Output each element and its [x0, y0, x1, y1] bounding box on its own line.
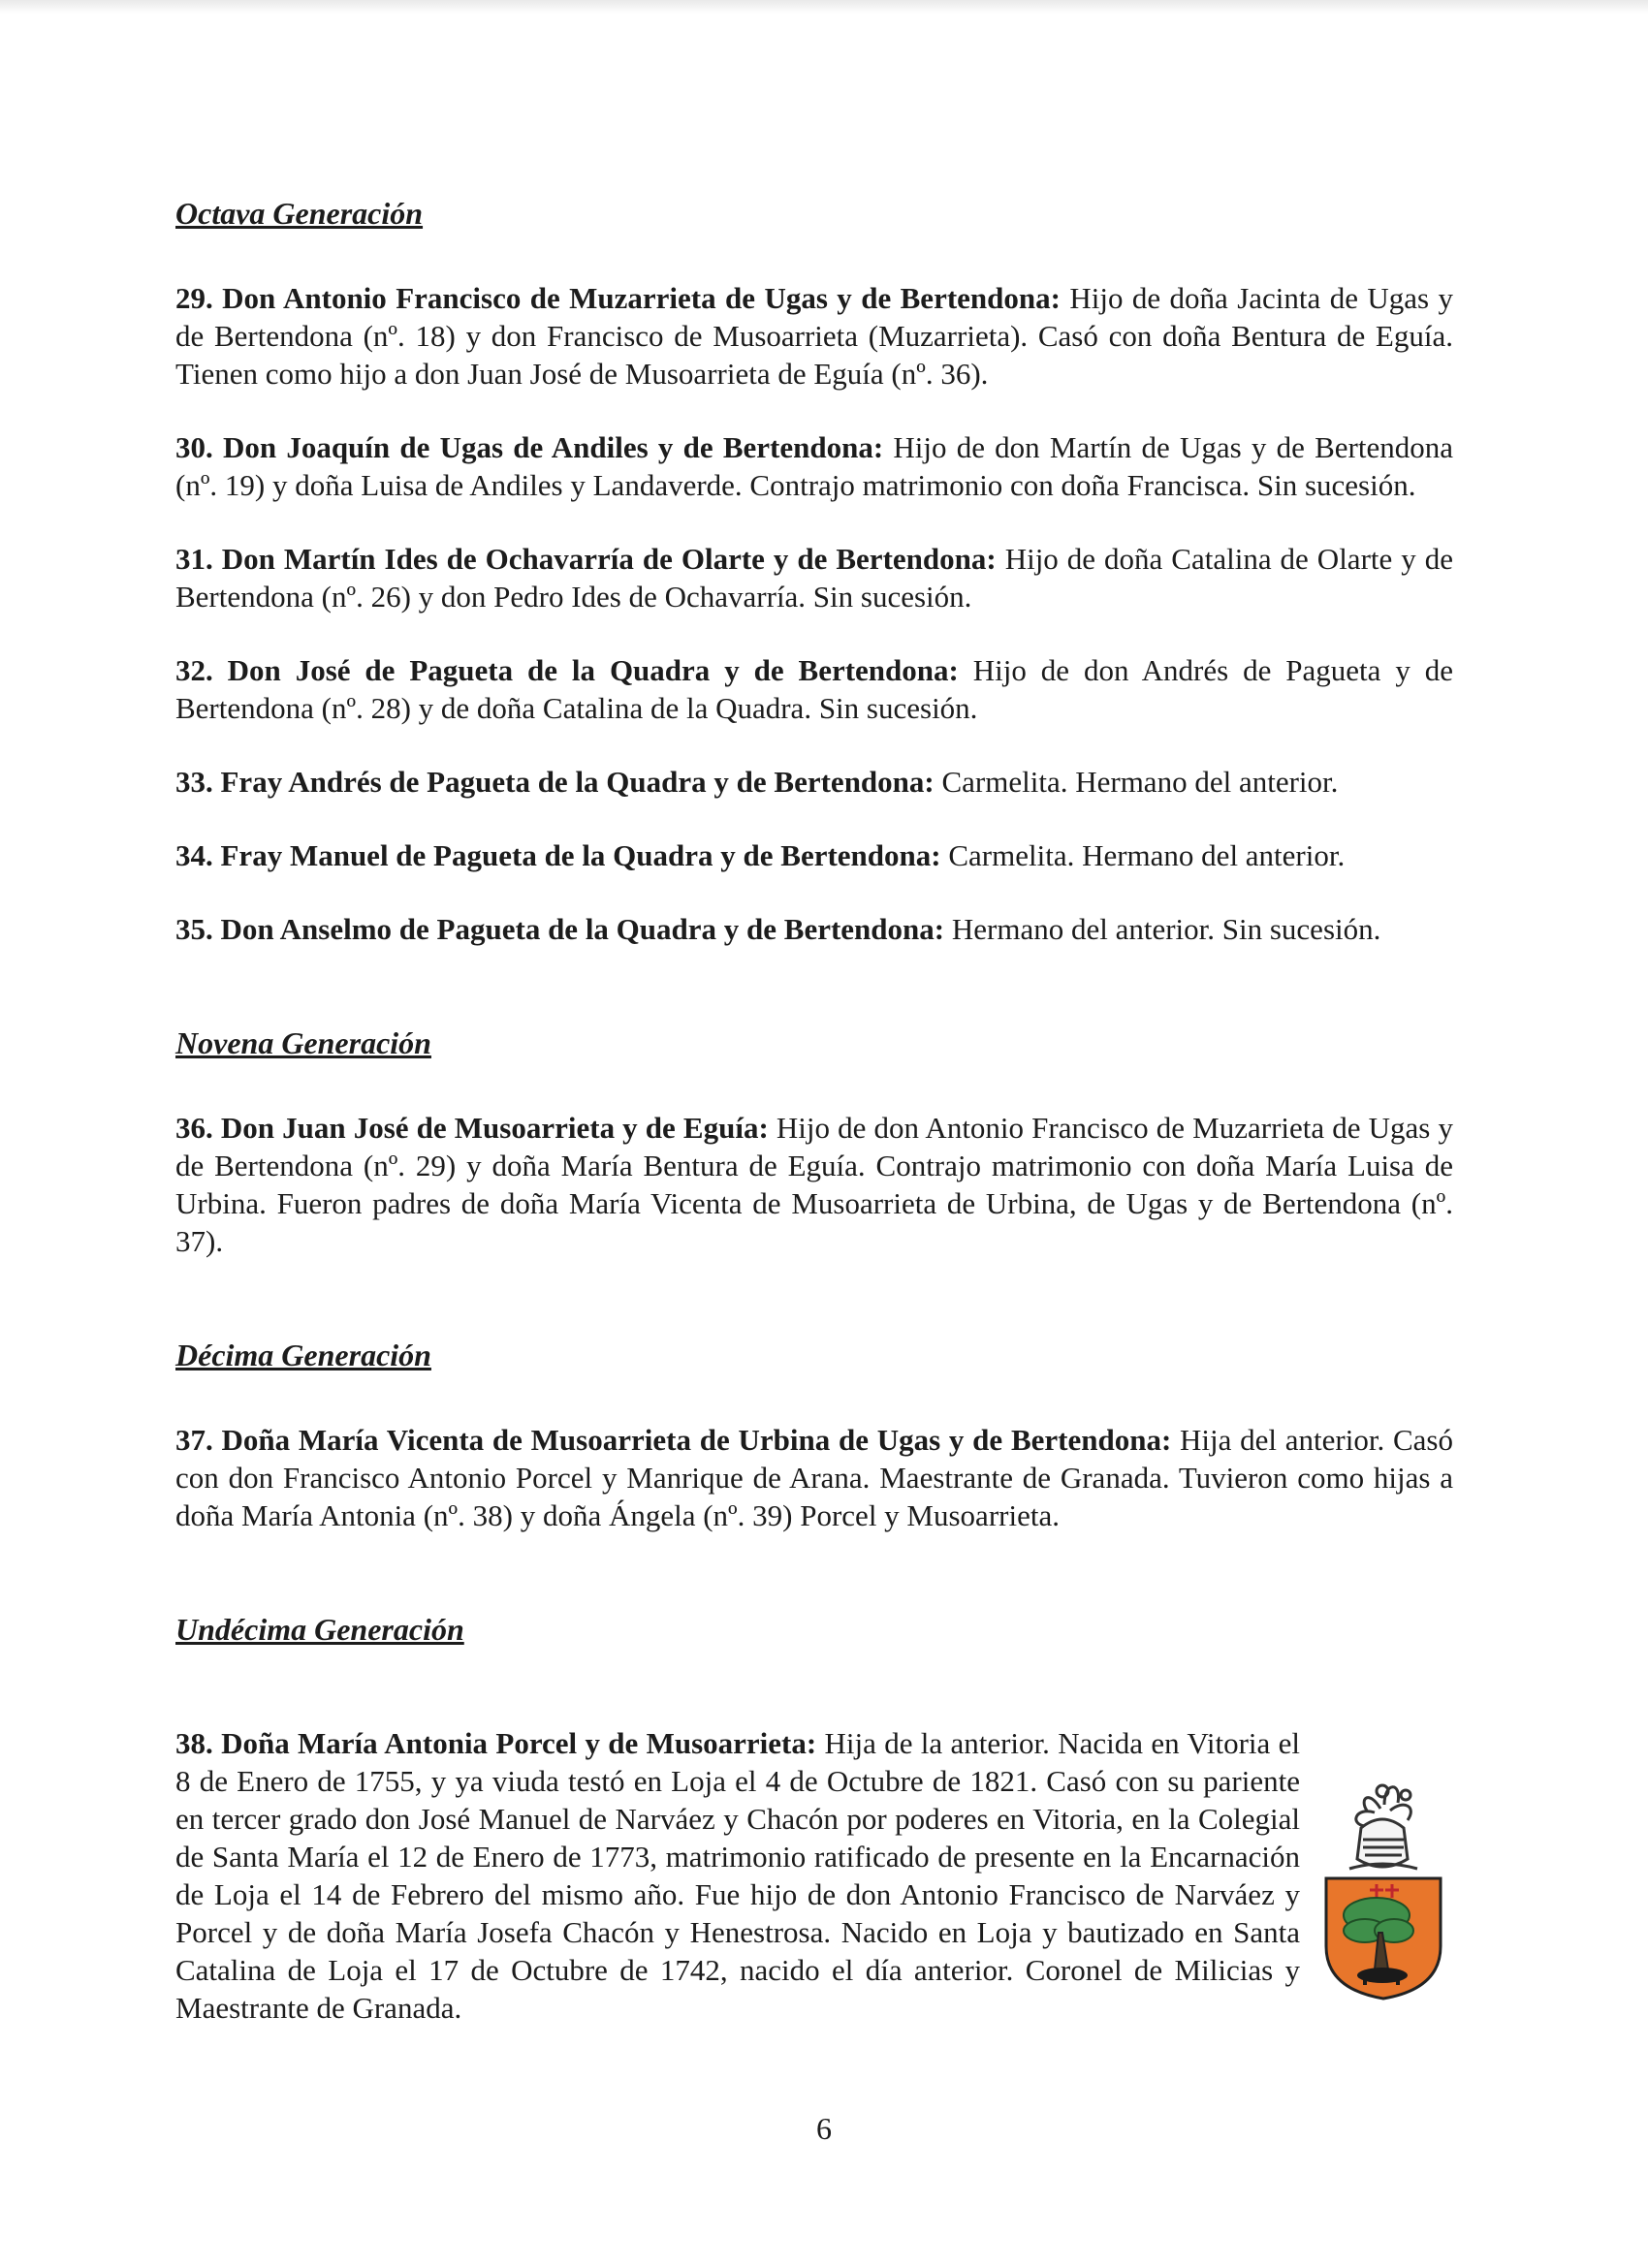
entry-35: 35. Don Anselmo de Pagueta de la Quadra y de Bertendona: Hermano del anterior. Sin sucesión.	[175, 912, 1381, 946]
entry-30: 30. Don Joaquín de Ugas de Andiles y de Bertendona: Hijo de don Martín de Ugas y de Bertendona (nº. 19) y doña Luisa de Andiles y Landaverde. Contrajo matrimonio con doña Francisca. Sin sucesión.	[175, 430, 1453, 502]
page-top-edge	[0, 0, 1648, 14]
heading-octava-generacion: Octava Generación	[175, 196, 424, 231]
entry-32: 32. Don José de Pagueta de la Quadra y de Bertendona: Hijo de don Andrés de Pagueta y de Bertendona (nº. 28) y de doña Catalina de la Quadra. Sin sucesión.	[175, 653, 1453, 725]
entry-33: 33. Fray Andrés de Pagueta de la Quadra y de Bertendona: Carmelita. Hermano del anterior.	[175, 765, 1339, 799]
entry-31: 31. Don Martín Ides de Ochavarría de Olarte y de Bertendona: Hijo de doña Catalina de Olarte y de Bertendona (nº. 26) y don Pedro Ides de Ochavarría. Sin sucesión.	[175, 542, 1453, 614]
heading-novena-generacion: Novena Generación	[175, 1025, 431, 1060]
page-number: 6	[816, 2111, 832, 2146]
coat-of-arms-icon	[1320, 1770, 1446, 2002]
entry-37: 37. Doña María Vicenta de Musoarrieta de Urbina de Ugas y de Bertendona: Hija del anterior. Casó con don Francisco Antonio Porcel y Manrique de Arana. Maestrante de Granada. Tuvieron como hijas a doña María Antonia (nº. 38) y doña Ángela (nº. 39) Porcel y Musoarrieta.	[175, 1423, 1453, 1532]
document-body	[175, 194, 1453, 2027]
entry-29: 29. Don Antonio Francisco de Muzarrieta de Ugas y de Bertendona: Hijo de doña Jacinta de Ugas y de Bertendona (nº. 18) y don Francisco de Musoarrieta (Muzarrieta). Casó con doña Bentura de Eguía. Tienen como hijo a don Juan José de Musoarrieta de Eguía (nº. 36).	[175, 281, 1453, 391]
heading-decima-generacion: Décima Generación	[175, 1338, 431, 1372]
heading-undecima-generacion: Undécima Generación	[175, 1612, 464, 1647]
entry-34: 34. Fray Manuel de Pagueta de la Quadra y de Bertendona: Carmelita. Hermano del anterior.	[175, 838, 1346, 872]
entry-38: 38. Doña María Antonia Porcel y de Musoarrieta: Hija de la anterior. Nacida en Vitoria el 8 de Enero de 1755, y ya viuda testó en Loja el 4 de Octubre de 1821. Casó con su pariente en tercer grado don José Manuel de Narváez y Chacón por poderes en Vitoria, en la Colegial de Santa María el 12 de Enero de 1773, matrimonio ratificado de presente en la Encarnación de Loja el 14 de Febrero del mismo año. Fue hijo de don Antonio Francisco de Narváez y Porcel y de doña María Josefa Chacón y Henestrosa. Nacido en Loja y bautizado en Santa Catalina de Loja el 17 de Octubre de 1742, nacido el día anterior. Coronel de Milicias y Maestrante de Granada.	[175, 1726, 1300, 2025]
entry-36: 36. Don Juan José de Musoarrieta y de Eguía: Hijo de don Antonio Francisco de Muzarrieta de Ugas y de Bertendona (nº. 29) y doña María Bentura de Eguía. Contrajo matrimonio con doña María Luisa de Urbina. Fueron padres de doña María Vicenta de Musoarrieta de Urbina, de Ugas y de Bertendona (nº. 37).	[175, 1111, 1453, 1258]
